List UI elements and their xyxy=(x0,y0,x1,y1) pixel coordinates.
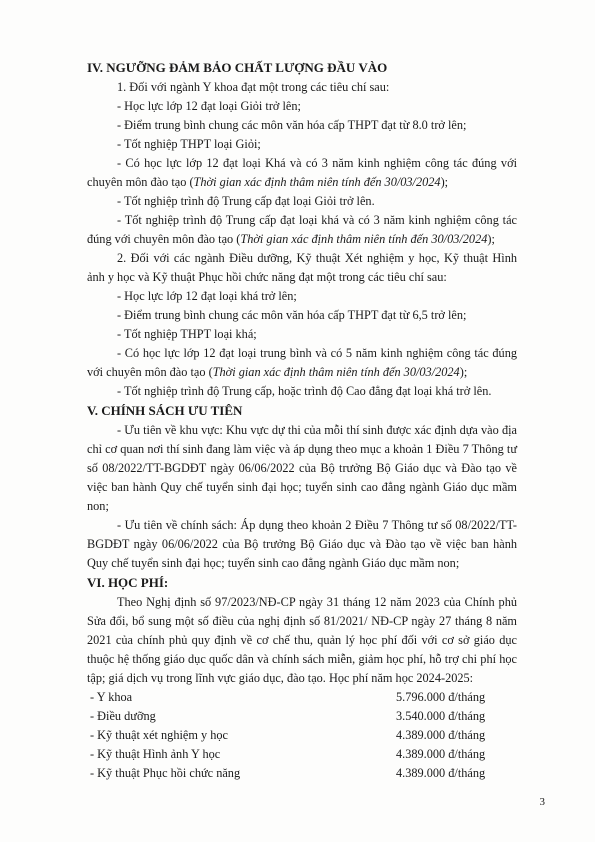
section-heading-v: V. CHÍNH SÁCH ƯU TIÊN xyxy=(87,403,243,418)
tuition-amount: 4.389.000 đ/tháng xyxy=(396,728,486,742)
criteria-item: - Có học lực lớp 12 đạt loại trung bình và có 5 năm kinh nghiệm công tác đúng với chuyên môn đào tạo (Thời gian xác định thâm niên tính đến 30/03/2024); xyxy=(87,346,517,379)
criteria-item: - Tốt nghiệp trình độ Trung cấp đạt loại khá và có 3 năm kinh nghiệm công tác đúng với chuyên môn đào tạo (Thời gian xác định thâm niên tính đến 30/03/2024); xyxy=(87,213,517,246)
section-heading-vi: VI. HỌC PHÍ: xyxy=(87,575,169,590)
criteria-intro-medicine: 1. Đối với ngành Y khoa đạt một trong các tiêu chí sau: xyxy=(117,80,390,94)
criteria-item: - Tốt nghiệp trình độ Trung cấp đạt loại Giỏi trở lên. xyxy=(117,194,375,208)
criteria-item: - Điểm trung bình chung các môn văn hóa cấp THPT đạt từ 6,5 trở lên; xyxy=(117,308,467,322)
tuition-program: - Điều dưỡng xyxy=(90,709,156,723)
tuition-row xyxy=(87,688,517,707)
criteria-item: - Có học lực lớp 12 đạt loại Khá và có 3 năm kinh nghiệm công tác đúng với chuyên môn đào tạo (Thời gian xác định thâm niên tính đến 30/03/2024); xyxy=(87,156,517,189)
criteria-item: - Học lực lớp 12 đạt loại khá trở lên; xyxy=(117,289,297,303)
tuition-list xyxy=(87,688,517,783)
tuition-row xyxy=(87,707,517,726)
tuition-program: - Kỹ thuật Phục hồi chức năng xyxy=(90,766,241,780)
tuition-row xyxy=(87,745,517,764)
tuition-amount: 4.389.000 đ/tháng xyxy=(396,747,486,761)
tuition-program: - Kỹ thuật xét nghiệm y học xyxy=(90,728,228,742)
criteria-item: - Tốt nghiệp THPT loại Giỏi; xyxy=(117,137,261,151)
tuition-program: - Kỹ thuật Hình ảnh Y học xyxy=(90,747,221,761)
criteria-intro-nursing: 2. Đối với các ngành Điều dưỡng, Kỹ thuật Xét nghiệm y học, Kỹ thuật Hình ảnh y học và Kỹ thuật Phục hồi chức năng đạt một trong các tiêu chí sau: xyxy=(87,251,517,284)
criteria-item: - Học lực lớp 12 đạt loại Giỏi trở lên; xyxy=(117,99,301,113)
tuition-amount: 5.796.000 đ/tháng xyxy=(396,690,486,704)
tuition-program: - Y khoa xyxy=(90,690,133,704)
priority-region: - Ưu tiên về khu vực: Khu vực dự thi của mỗi thí sinh được xác định dựa vào địa chỉ cơ quan nơi thí sinh đang làm việc và áp dụng theo mục a khoản 1 Điều 7 Thông tư số 08/2022/TT-BGDĐT ngày 06/06/2022 của Bộ trưởng Bộ Giáo dục và Đào tạo về việc ban hành Quy chế tuyển sinh đại học; tuyển sinh cao đẳng ngành Giáo dục mầm non; xyxy=(87,423,517,513)
tuition-row xyxy=(87,764,517,783)
document-body xyxy=(87,58,517,783)
tuition-row xyxy=(87,726,517,745)
priority-policy: - Ưu tiên về chính sách: Áp dụng theo khoản 2 Điều 7 Thông tư số 08/2022/TT-BGDĐT ngày 06/06/2022 của Bộ trưởng Bộ Giáo dục và Đào tạo về việc ban hành Quy chế tuyển sinh đại học; tuyển sinh cao đẳng ngành Giáo dục mầm non; xyxy=(87,518,517,570)
section-heading-iv: IV. NGƯỠNG ĐẢM BẢO CHẤT LƯỢNG ĐẦU VÀO xyxy=(87,60,388,75)
criteria-item: - Tốt nghiệp trình độ Trung cấp, hoặc trình độ Cao đẳng đạt loại khá trở lên. xyxy=(117,384,492,398)
tuition-amount: 3.540.000 đ/tháng xyxy=(396,709,486,723)
criteria-item: - Điểm trung bình chung các môn văn hóa cấp THPT đạt từ 8.0 trở lên; xyxy=(117,118,467,132)
page-number: 3 xyxy=(539,796,545,808)
criteria-item: - Tốt nghiệp THPT loại khá; xyxy=(117,327,257,341)
tuition-intro: Theo Nghị định số 97/2023/NĐ-CP ngày 31 tháng 12 năm 2023 của Chính phủ Sửa đổi, bổ sung một số điều của nghị định số 81/2021/ NĐ-CP ngày 27 tháng 8 năm 2021 của chính phủ quy định về cơ chế thu, quản lý học phí đối với cơ sở giáo dục thuộc hệ thống giáo dục quốc dân và chính sách miễn, giảm học phí, hỗ trợ chi phí học tập; giá dịch vụ trong lĩnh vực giáo dục, đào tạo. Học phí năm học 2024-2025: xyxy=(87,595,517,685)
tuition-amount: 4.389.000 đ/tháng xyxy=(396,766,486,780)
